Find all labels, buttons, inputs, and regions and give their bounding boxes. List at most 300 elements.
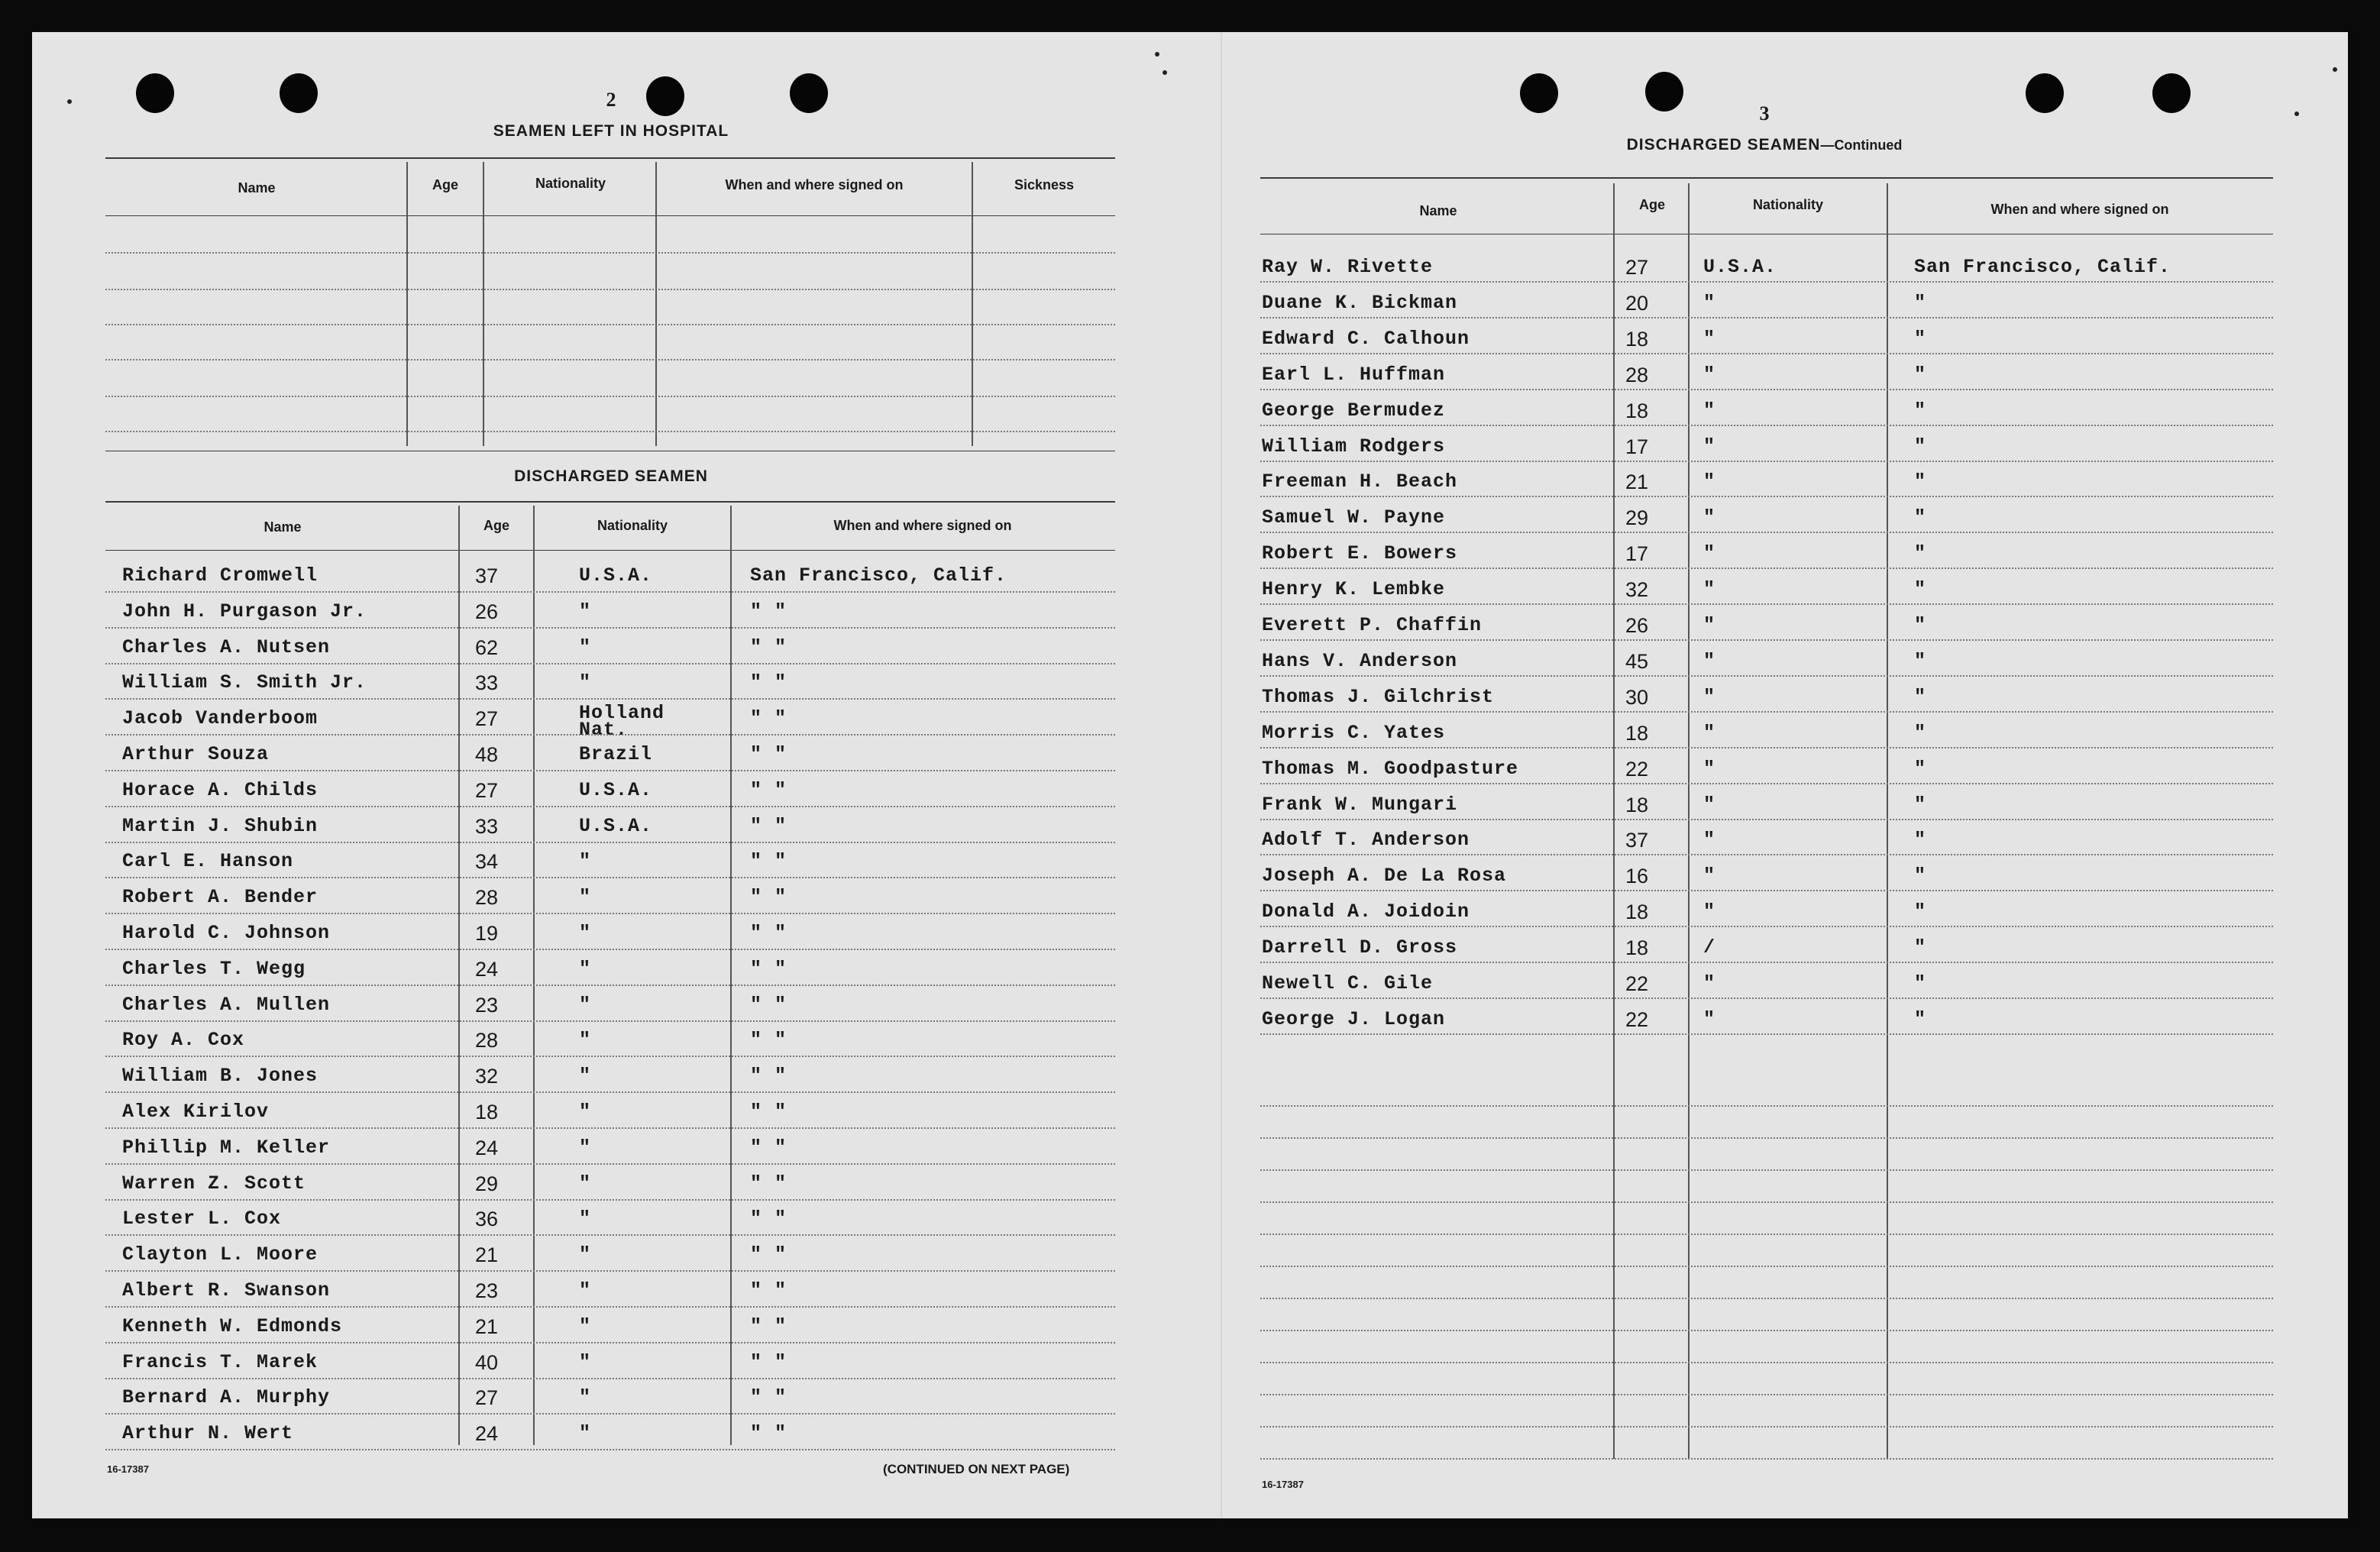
seaman-signed-on: " " bbox=[750, 957, 787, 980]
seaman-nationality: " bbox=[579, 1422, 592, 1445]
table-row bbox=[105, 739, 1115, 770]
seaman-age: 37 bbox=[1625, 829, 1649, 852]
seaman-nationality: " bbox=[1703, 506, 1716, 529]
seaman-age: 17 bbox=[1625, 435, 1649, 458]
seaman-nationality: U.S.A. bbox=[579, 778, 653, 801]
punch-hole bbox=[1520, 73, 1558, 113]
seaman-name: Frank W. Mungari bbox=[1262, 793, 1458, 816]
seaman-age: 37 bbox=[475, 564, 499, 587]
hospital-col-divider bbox=[655, 162, 657, 446]
seaman-name: Arthur Souza bbox=[122, 743, 270, 765]
row-rule bbox=[1260, 461, 2273, 462]
row-rule bbox=[1260, 819, 2273, 820]
seaman-name: Robert A. Bender bbox=[122, 886, 319, 909]
table-row bbox=[1260, 718, 2273, 749]
seaman-age: 27 bbox=[1625, 256, 1649, 279]
seaman-name: William Rodgers bbox=[1262, 435, 1446, 458]
seaman-age: 22 bbox=[1625, 972, 1649, 995]
table-row bbox=[1260, 933, 2273, 963]
seaman-nationality: " bbox=[579, 922, 592, 944]
row-rule bbox=[105, 591, 1115, 593]
row-rule bbox=[1260, 962, 2273, 963]
seaman-signed-on: " bbox=[1914, 327, 1927, 350]
seaman-signed-on: " bbox=[1914, 721, 1927, 744]
seaman-nationality: " bbox=[579, 1101, 592, 1123]
seaman-signed-on: " " bbox=[750, 886, 787, 909]
table-row bbox=[1260, 503, 2273, 533]
seaman-name: Hans V. Anderson bbox=[1262, 649, 1458, 672]
seaman-nationality: " bbox=[1703, 1007, 1716, 1030]
page-number: 3 bbox=[1759, 102, 1770, 124]
table-row bbox=[105, 1025, 1115, 1056]
row-rule bbox=[1260, 854, 2273, 855]
row-rule bbox=[105, 1342, 1115, 1343]
table-row bbox=[105, 1347, 1115, 1378]
seaman-signed-on: " " bbox=[750, 1208, 787, 1230]
seaman-name: Ray W. Rivette bbox=[1262, 256, 1434, 278]
seaman-age: 32 bbox=[475, 1065, 499, 1088]
blank-row-rule bbox=[1260, 1426, 2273, 1428]
seaman-nationality: " bbox=[579, 600, 592, 622]
seaman-signed-on: " " bbox=[750, 850, 787, 873]
seaman-signed-on: " bbox=[1914, 649, 1927, 672]
seaman-name: Horace A. Childs bbox=[122, 778, 319, 801]
row-rule bbox=[105, 1413, 1115, 1415]
discharged-col-signed-on: When and where signed on bbox=[833, 518, 1012, 533]
seaman-nationality: " bbox=[1703, 470, 1716, 493]
seaman-name: Roy A. Cox bbox=[122, 1029, 245, 1052]
blank-row-rule bbox=[1260, 1105, 2273, 1107]
seaman-name: Phillip M. Keller bbox=[122, 1136, 331, 1159]
seaman-signed-on: " " bbox=[750, 1243, 787, 1266]
row-rule bbox=[105, 698, 1115, 700]
seaman-name: Adolf T. Anderson bbox=[1262, 829, 1470, 852]
row-rule bbox=[1260, 997, 2273, 999]
punch-hole bbox=[646, 76, 684, 116]
seaman-age: 27 bbox=[475, 707, 499, 731]
hospital-col-divider bbox=[972, 162, 973, 446]
seaman-name: George J. Logan bbox=[1262, 1007, 1446, 1030]
row-rule bbox=[1260, 783, 2273, 784]
seaman-name: Samuel W. Payne bbox=[1262, 506, 1446, 529]
hospital-blank-row bbox=[105, 324, 1115, 325]
table-row bbox=[105, 846, 1115, 877]
seaman-age: 24 bbox=[475, 957, 499, 981]
seaman-age: 21 bbox=[1625, 470, 1649, 494]
seaman-name: Jacob Vanderboom bbox=[122, 707, 319, 730]
row-rule bbox=[1260, 639, 2273, 641]
blank-row-rule bbox=[1260, 1266, 2273, 1267]
row-rule bbox=[1260, 317, 2273, 318]
seaman-age: 29 bbox=[1625, 506, 1649, 530]
seaman-name: William B. Jones bbox=[122, 1065, 319, 1088]
row-rule bbox=[105, 1056, 1115, 1057]
table-row bbox=[105, 597, 1115, 627]
table-row bbox=[105, 1418, 1115, 1449]
seaman-name: Thomas J. Gilchrist bbox=[1262, 685, 1495, 708]
table-row bbox=[1260, 646, 2273, 677]
row-rule bbox=[105, 663, 1115, 664]
seaman-age: 23 bbox=[475, 1279, 499, 1302]
hospital-blank-row bbox=[105, 359, 1115, 361]
row-rule bbox=[105, 1306, 1115, 1308]
seaman-nationality: " bbox=[579, 993, 592, 1016]
punch-hole bbox=[2026, 73, 2064, 113]
table-row bbox=[1260, 467, 2273, 497]
hospital-col-name: Name bbox=[238, 180, 276, 196]
seaman-name: Charles A. Mullen bbox=[122, 993, 331, 1016]
seaman-name: Francis T. Marek bbox=[122, 1350, 319, 1373]
seaman-signed-on: San Francisco, Calif. bbox=[750, 564, 1007, 587]
seaman-signed-on: " bbox=[1914, 542, 1927, 565]
blank-row-rule bbox=[1260, 1201, 2273, 1203]
form-number: 16-17387 bbox=[1262, 1479, 1304, 1490]
table-row bbox=[105, 811, 1115, 842]
row-rule bbox=[105, 734, 1115, 736]
seaman-name: Clayton L. Moore bbox=[122, 1243, 319, 1266]
table-row bbox=[105, 1061, 1115, 1091]
row-rule bbox=[105, 1449, 1115, 1450]
seaman-nationality: " bbox=[1703, 900, 1716, 923]
row-rule bbox=[1260, 675, 2273, 677]
seaman-signed-on: " bbox=[1914, 936, 1927, 959]
blank-row-rule bbox=[1260, 1298, 2273, 1299]
seaman-name: Earl L. Huffman bbox=[1262, 363, 1446, 386]
seaman-signed-on: " " bbox=[750, 1029, 787, 1052]
seaman-name: Warren Z. Scott bbox=[122, 1172, 306, 1195]
seaman-age: 19 bbox=[475, 922, 499, 945]
seaman-age: 26 bbox=[1625, 614, 1649, 637]
row-rule bbox=[105, 842, 1115, 843]
seaman-signed-on: " " bbox=[750, 743, 787, 765]
seaman-nationality: " bbox=[579, 1208, 592, 1230]
seaman-signed-on: " " bbox=[750, 1422, 787, 1445]
form-number: 16-17387 bbox=[107, 1463, 149, 1475]
seaman-nationality: / bbox=[1703, 936, 1716, 959]
seaman-signed-on: " " bbox=[750, 922, 787, 944]
row-rule bbox=[105, 627, 1115, 629]
discharged-col-nationality: Nationality bbox=[597, 518, 668, 533]
row-rule bbox=[1260, 603, 2273, 605]
table-row bbox=[105, 1204, 1115, 1234]
seaman-nationality: Brazil bbox=[579, 743, 653, 765]
hospital-top-rule bbox=[105, 157, 1115, 159]
seaman-signed-on: " bbox=[1914, 435, 1927, 458]
row-rule bbox=[1260, 281, 2273, 283]
seaman-nationality: " bbox=[1703, 972, 1716, 994]
row-rule bbox=[105, 770, 1115, 771]
table-row bbox=[105, 918, 1115, 949]
seaman-name: Joseph A. De La Rosa bbox=[1262, 865, 1507, 888]
seaman-age: 62 bbox=[475, 635, 499, 659]
table-row bbox=[105, 1133, 1115, 1163]
continued-suffix: —Continued bbox=[1820, 137, 1903, 153]
right-col-age: Age bbox=[1638, 197, 1665, 212]
seaman-signed-on: " bbox=[1914, 972, 1927, 994]
seaman-signed-on: " bbox=[1914, 900, 1927, 923]
seaman-nationality: " bbox=[579, 1172, 592, 1195]
seaman-signed-on: " " bbox=[750, 707, 787, 730]
seaman-signed-on: " " bbox=[750, 1279, 787, 1301]
punch-hole bbox=[136, 73, 174, 113]
row-rule bbox=[1260, 532, 2273, 533]
hospital-header-rule bbox=[105, 215, 1115, 216]
table-row bbox=[1260, 360, 2273, 390]
row-rule bbox=[105, 806, 1115, 807]
seaman-nationality: " bbox=[579, 886, 592, 909]
table-row bbox=[105, 668, 1115, 698]
seaman-name: Charles A. Nutsen bbox=[122, 635, 331, 658]
table-row bbox=[105, 954, 1115, 985]
seaman-nationality: " bbox=[1703, 721, 1716, 744]
row-rule bbox=[1260, 926, 2273, 927]
seaman-name: Albert R. Swanson bbox=[122, 1279, 331, 1301]
table-row bbox=[1260, 538, 2273, 569]
discharged-header-rule bbox=[105, 550, 1115, 551]
seaman-nationality: " bbox=[1703, 649, 1716, 672]
seaman-signed-on: " bbox=[1914, 363, 1927, 386]
punch-hole bbox=[280, 73, 318, 113]
row-rule bbox=[105, 1163, 1115, 1165]
seaman-age: 21 bbox=[475, 1243, 499, 1267]
seaman-age: 30 bbox=[1625, 685, 1649, 709]
seaman-name: Richard Cromwell bbox=[122, 564, 319, 587]
seaman-age: 18 bbox=[1625, 327, 1649, 351]
row-rule bbox=[105, 877, 1115, 878]
discharged-top-rule bbox=[105, 501, 1115, 503]
seaman-signed-on: " bbox=[1914, 757, 1927, 780]
row-rule bbox=[1260, 353, 2273, 354]
seaman-nationality: " bbox=[579, 1136, 592, 1159]
table-row bbox=[1260, 825, 2273, 855]
punch-hole bbox=[790, 73, 828, 113]
table-row bbox=[105, 990, 1115, 1020]
row-rule bbox=[105, 1199, 1115, 1201]
seaman-nationality: " bbox=[1703, 291, 1716, 314]
seaman-signed-on: " " bbox=[750, 1386, 787, 1409]
discharged-section-title: DISCHARGED SEAMEN bbox=[514, 467, 708, 485]
seaman-nationality: " bbox=[1703, 435, 1716, 458]
seaman-name: Harold C. Johnson bbox=[122, 922, 331, 944]
seaman-nationality: " bbox=[1703, 829, 1716, 852]
seaman-signed-on: " bbox=[1914, 829, 1927, 852]
seaman-nationality: " bbox=[1703, 757, 1716, 780]
seaman-age: 20 bbox=[1625, 291, 1649, 315]
seaman-name: Arthur N. Wert bbox=[122, 1422, 294, 1445]
paper-speck bbox=[2294, 112, 2299, 116]
hospital-col-signed-on: When and where signed on bbox=[725, 177, 904, 192]
seaman-signed-on: " " bbox=[750, 1314, 787, 1337]
seaman-age: 17 bbox=[1625, 542, 1649, 566]
table-row bbox=[105, 1169, 1115, 1199]
row-rule bbox=[105, 1270, 1115, 1272]
row-rule bbox=[105, 1234, 1115, 1236]
blank-row-rule bbox=[1260, 1330, 2273, 1331]
seaman-name: Kenneth W. Edmonds bbox=[122, 1314, 343, 1337]
seaman-name: Edward C. Calhoun bbox=[1262, 327, 1470, 350]
right-top-rule bbox=[1260, 177, 2273, 179]
table-row bbox=[105, 1276, 1115, 1306]
seaman-age: 29 bbox=[475, 1172, 499, 1195]
seaman-nationality: U.S.A. bbox=[579, 814, 653, 837]
table-row bbox=[1260, 897, 2273, 927]
seaman-age: 18 bbox=[1625, 721, 1649, 745]
seaman-age: 32 bbox=[1625, 578, 1649, 602]
row-rule bbox=[1260, 890, 2273, 891]
seaman-nationality: " bbox=[579, 850, 592, 873]
seaman-age: 16 bbox=[1625, 865, 1649, 888]
table-row bbox=[105, 561, 1115, 591]
seaman-name: Morris C. Yates bbox=[1262, 721, 1446, 744]
seaman-age: 23 bbox=[475, 993, 499, 1017]
row-rule bbox=[105, 1378, 1115, 1379]
punch-hole bbox=[1645, 72, 1683, 112]
table-row bbox=[1260, 1004, 2273, 1035]
table-row bbox=[105, 1097, 1115, 1127]
seaman-name: Donald A. Joidoin bbox=[1262, 900, 1470, 923]
row-rule bbox=[105, 1127, 1115, 1129]
table-row bbox=[105, 702, 1115, 742]
seaman-age: 18 bbox=[1625, 399, 1649, 422]
seaman-age: 24 bbox=[475, 1422, 499, 1446]
hospital-section-title: SEAMEN LEFT IN HOSPITAL bbox=[493, 122, 729, 140]
seaman-name: Everett P. Chaffin bbox=[1262, 614, 1483, 636]
row-rule bbox=[105, 913, 1115, 914]
seaman-signed-on: San Francisco, Calif. bbox=[1914, 256, 2171, 278]
seaman-signed-on: " " bbox=[750, 1350, 787, 1373]
paper-speck bbox=[1155, 52, 1159, 57]
seaman-signed-on: " " bbox=[750, 1136, 787, 1159]
seaman-nationality: U.S.A. bbox=[579, 564, 653, 587]
paper-speck bbox=[67, 99, 72, 104]
seaman-nationality: " bbox=[579, 1350, 592, 1373]
hospital-col-sickness: Sickness bbox=[1014, 177, 1075, 192]
seaman-nationality: " bbox=[579, 671, 592, 694]
discharged-col-age: Age bbox=[483, 518, 509, 533]
table-row bbox=[1260, 432, 2273, 462]
row-rule bbox=[1260, 496, 2273, 497]
seaman-nationality: " bbox=[579, 1243, 592, 1266]
table-row bbox=[105, 882, 1115, 913]
row-rule bbox=[1260, 747, 2273, 749]
seaman-age: 18 bbox=[1625, 793, 1649, 816]
seaman-age: 18 bbox=[1625, 900, 1649, 924]
row-rule bbox=[1260, 389, 2273, 390]
seaman-name: Lester L. Cox bbox=[122, 1208, 282, 1230]
hospital-blank-row bbox=[105, 252, 1115, 254]
seaman-signed-on: " bbox=[1914, 291, 1927, 314]
seaman-nationality: " bbox=[1703, 865, 1716, 888]
seaman-nationality: " bbox=[579, 1065, 592, 1088]
table-row bbox=[1260, 252, 2273, 283]
right-col-signed-on: When and where signed on bbox=[1990, 202, 2169, 217]
paper-speck bbox=[1163, 70, 1167, 75]
table-row bbox=[105, 1382, 1115, 1413]
seaman-signed-on: " " bbox=[750, 1101, 787, 1123]
continued-section-title-text: DISCHARGED SEAMEN bbox=[1626, 136, 1821, 154]
row-rule bbox=[105, 949, 1115, 950]
hospital-blank-row bbox=[105, 396, 1115, 397]
page-number: 2 bbox=[606, 89, 616, 111]
seaman-age: 21 bbox=[475, 1314, 499, 1338]
table-row bbox=[1260, 682, 2273, 713]
table-row bbox=[1260, 288, 2273, 318]
continued-section-title bbox=[1573, 136, 1955, 154]
right-col-name: Name bbox=[1419, 203, 1457, 218]
table-row bbox=[1260, 861, 2273, 891]
seaman-nationality: " bbox=[1703, 685, 1716, 708]
seaman-name: George Bermudez bbox=[1262, 399, 1446, 422]
seaman-signed-on: " bbox=[1914, 578, 1927, 601]
seaman-age: 18 bbox=[475, 1101, 499, 1124]
seaman-nationality: " bbox=[579, 1386, 592, 1409]
seaman-nationality: " bbox=[1703, 614, 1716, 636]
seaman-age: 27 bbox=[475, 778, 499, 802]
seaman-age: 28 bbox=[1625, 363, 1649, 386]
seaman-signed-on: " " bbox=[750, 1172, 787, 1195]
seaman-nationality: " bbox=[1703, 793, 1716, 816]
seaman-signed-on: " bbox=[1914, 399, 1927, 422]
seaman-name: Newell C. Gile bbox=[1262, 972, 1434, 994]
seaman-nationality: " bbox=[1703, 363, 1716, 386]
seaman-signed-on: " " bbox=[750, 814, 787, 837]
seaman-signed-on: " bbox=[1914, 793, 1927, 816]
seaman-age: 36 bbox=[475, 1208, 499, 1231]
seaman-name: Duane K. Bickman bbox=[1262, 291, 1458, 314]
table-row bbox=[1260, 610, 2273, 641]
table-row bbox=[1260, 574, 2273, 605]
seaman-age: 34 bbox=[475, 850, 499, 874]
table-row bbox=[1260, 324, 2273, 354]
seaman-signed-on: " " bbox=[750, 1065, 787, 1088]
seaman-signed-on: " bbox=[1914, 614, 1927, 636]
table-row bbox=[1260, 790, 2273, 820]
seaman-nationality: " bbox=[579, 1279, 592, 1301]
table-row bbox=[105, 1240, 1115, 1270]
hospital-blank-row bbox=[105, 431, 1115, 432]
row-rule bbox=[1260, 425, 2273, 426]
seaman-name: Robert E. Bowers bbox=[1262, 542, 1458, 565]
seaman-nationality: " bbox=[579, 957, 592, 980]
seaman-name: Bernard A. Murphy bbox=[122, 1386, 331, 1409]
seaman-name: Darrell D. Gross bbox=[1262, 936, 1458, 959]
seaman-age: 22 bbox=[1625, 757, 1649, 781]
page-fold bbox=[1221, 32, 1222, 1518]
seaman-signed-on: " bbox=[1914, 506, 1927, 529]
row-rule bbox=[1260, 711, 2273, 713]
seaman-age: 45 bbox=[1625, 649, 1649, 673]
blank-row-rule bbox=[1260, 1137, 2273, 1139]
seaman-name: Henry K. Lembke bbox=[1262, 578, 1446, 601]
seaman-age: 27 bbox=[475, 1386, 499, 1410]
seaman-nationality: " bbox=[1703, 578, 1716, 601]
paper-speck bbox=[2333, 67, 2337, 72]
seaman-signed-on: " " bbox=[750, 600, 787, 622]
seaman-signed-on: " " bbox=[750, 778, 787, 801]
row-rule bbox=[105, 1091, 1115, 1093]
seaman-age: 48 bbox=[475, 743, 499, 766]
seaman-nationality: " bbox=[1703, 399, 1716, 422]
blank-row-rule bbox=[1260, 1169, 2273, 1171]
seaman-nationality: Holland Nat. bbox=[579, 702, 665, 742]
row-rule bbox=[105, 985, 1115, 986]
seaman-name: John H. Purgason Jr. bbox=[122, 600, 367, 622]
seaman-age: 18 bbox=[1625, 936, 1649, 960]
seaman-name: Alex Kirilov bbox=[122, 1101, 270, 1123]
seaman-nationality: " bbox=[1703, 542, 1716, 565]
blank-row-rule bbox=[1260, 1458, 2273, 1460]
seaman-name: Carl E. Hanson bbox=[122, 850, 294, 873]
